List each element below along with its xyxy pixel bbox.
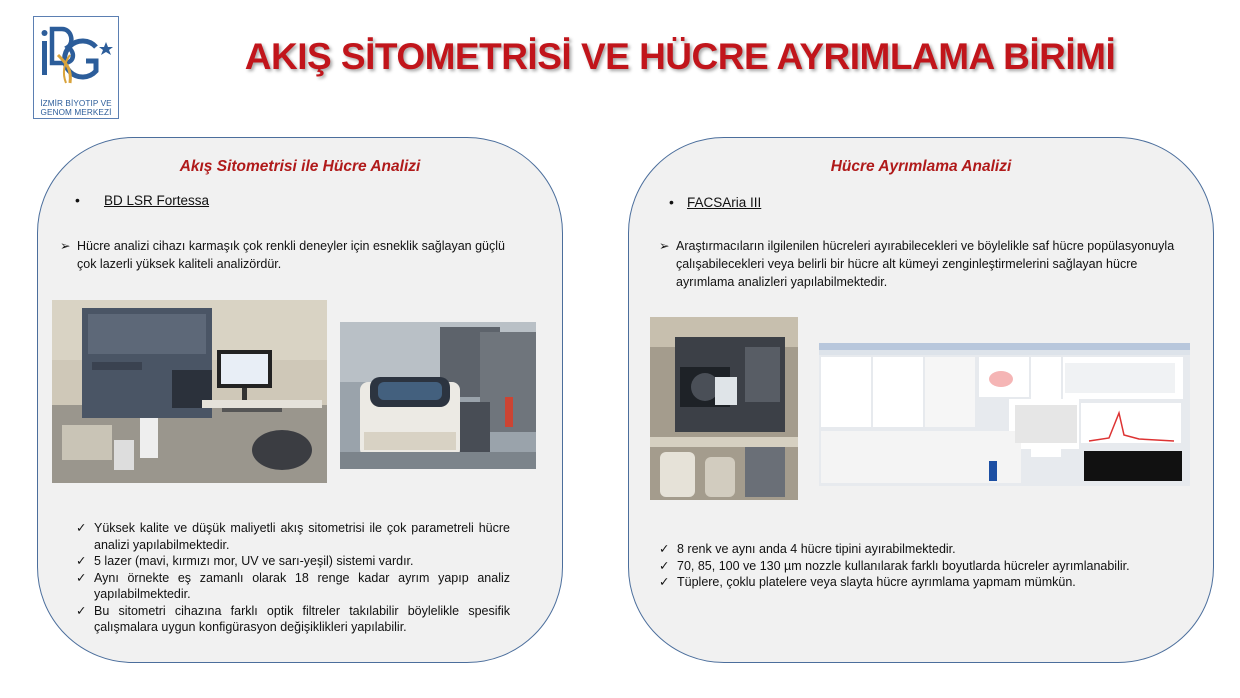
sorting-software-screenshot <box>819 343 1190 486</box>
arrow-icon: ➢ <box>659 239 670 253</box>
feature-text: Aynı örnekte eş zamanlı olarak 18 renge kadar ayrım yapıp analiz yapılabilmektedir. <box>94 570 510 601</box>
facsaria-photo <box>650 317 798 500</box>
bullet-dot: • <box>75 192 80 208</box>
feature-item-left <box>76 553 510 570</box>
features-left <box>76 520 510 636</box>
feature-text: Tüplere, çoklu platelere veya slayta hücre ayrımlama yapmam mümkün. <box>677 575 1076 589</box>
arrow-icon: ➢ <box>60 239 71 253</box>
feature-item-right <box>659 574 1199 591</box>
check-icon: ✓ <box>76 554 87 568</box>
cell-sorting-panel <box>628 137 1214 663</box>
logo-line-1: İZMİR BİYOTIP VE <box>40 99 112 108</box>
feature-text: Yüksek kalite ve düşük maliyetli akış sitometrisi ile çok parametreli hücre analizi yapılabilmektedir. <box>94 521 510 552</box>
check-icon: ✓ <box>76 570 87 585</box>
bullet-dot: • <box>669 194 674 210</box>
check-icon: ✓ <box>76 521 87 535</box>
feature-item-left <box>76 520 510 553</box>
feature-text: 70, 85, 100 ve 130 µm nozzle kullanılarak farklı boyutlarda hücreler ayrımlanabilir. <box>677 558 1130 573</box>
feature-text: Bu sitometri cihazına farklı optik filtreler takılabilir böylelikle spesifik çalışmalara uygun konfigürasyon değişiklikleri yapılabilir. <box>94 603 510 634</box>
panel-title-right: Hücre Ayrımlama Analizi <box>830 158 1012 175</box>
sample-loader-photo <box>340 322 536 469</box>
check-icon: ✓ <box>76 603 87 618</box>
check-icon: ✓ <box>659 575 670 589</box>
device-name-right: FACSAria III <box>687 195 762 210</box>
description-text-right: Araştırmacıların ilgilenilen hücreleri ayırabilecekleri ve böylelikle saf hücre popülasyonuyla çalışabilecekleri veya belirli bir hücre alt kümeyi zenginleştirmelerini sağlayan hücre ayrımlama analizleri yapılabilmektedir. <box>676 239 1175 289</box>
features-right <box>659 541 1199 591</box>
lsr-fortessa-photo <box>52 300 327 483</box>
feature-text: 8 renk ve aynı anda 4 hücre tipini ayırabilmektedir. <box>677 542 956 556</box>
feature-item-left <box>76 603 510 636</box>
logo-line-2: GENOM MERKEZİ <box>40 108 112 117</box>
ibg-logo <box>33 16 119 119</box>
feature-text: 5 lazer (mavi, kırmızı mor, UV ve sarı-yeşil) sistemi vardır. <box>94 554 414 568</box>
check-icon: ✓ <box>659 542 670 556</box>
page-title: AKIŞ SİTOMETRİSİ VE HÜCRE AYRIMLAMA BİRİMİ <box>244 36 1116 77</box>
description-text-left: Hücre analizi cihazı karmaşık çok renkli deneyler için esneklik sağlayan güçlü çok lazerli yüksek kaliteli analizördür. <box>77 239 505 271</box>
feature-item-left <box>76 570 510 603</box>
feature-item-right <box>659 541 1199 558</box>
check-icon: ✓ <box>659 558 670 573</box>
ibg-logo-mark <box>34 17 120 99</box>
flow-cytometry-panel <box>37 137 563 663</box>
feature-item-right <box>659 558 1199 575</box>
device-name-left: BD LSR Fortessa <box>104 193 210 208</box>
panel-title-left: Akış Sitometrisi ile Hücre Analizi <box>179 158 421 175</box>
